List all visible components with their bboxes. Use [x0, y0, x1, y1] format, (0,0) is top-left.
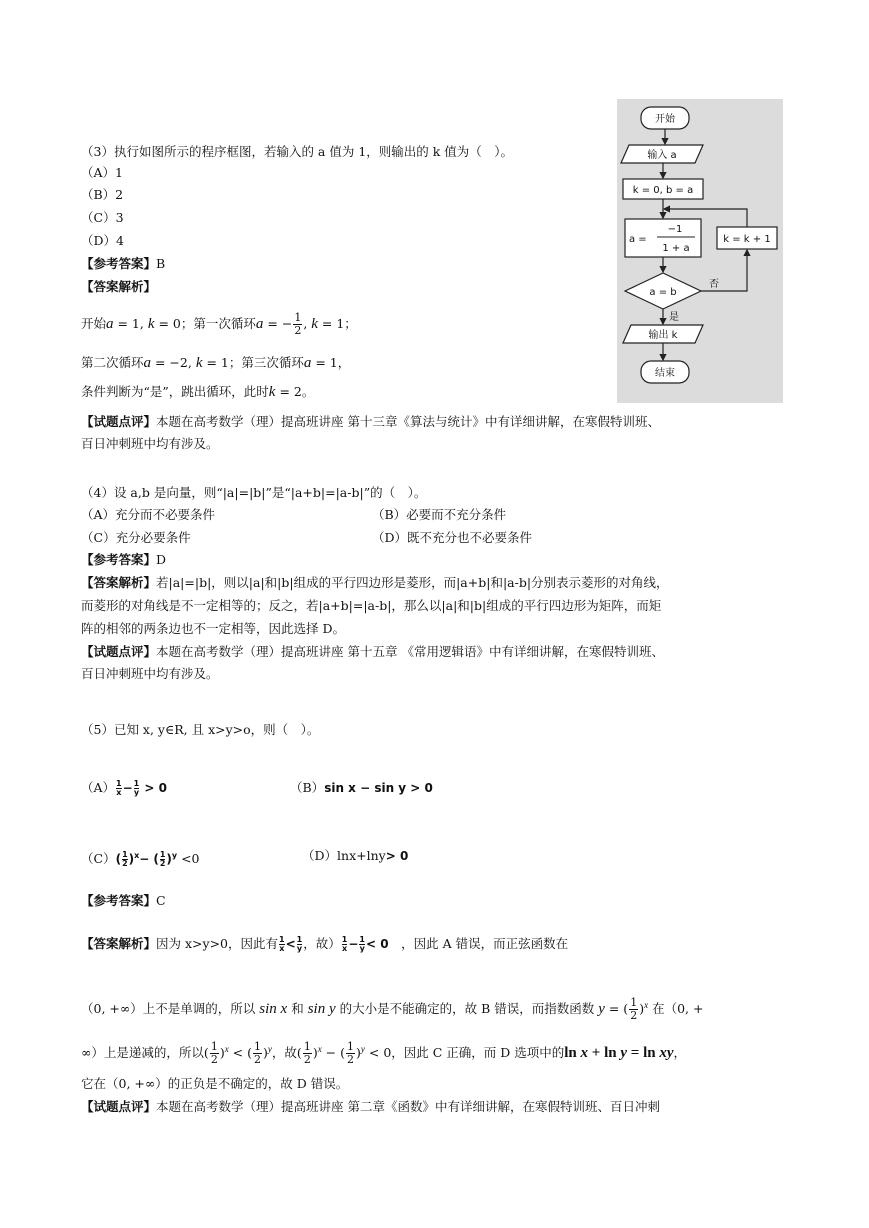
q3-option-c: （C）3	[81, 210, 124, 225]
q5-stem: （5）已知 x, y∈R, 且 x>y>o，则（ ）。	[81, 722, 320, 737]
answer-value: B	[156, 256, 166, 271]
q4-stem: （4）设 a,b 是向量，则“|a|=|b|”是“|a+b|=|a-b|”的（ ）。	[81, 485, 427, 500]
flow-assign-lhs: a =	[629, 234, 647, 245]
flow-assign-num: −1	[667, 224, 683, 235]
q3-analysis-line-3: 条件判断为“是”，跳出循环，此时k = 2。	[81, 384, 315, 400]
q5-option-d: （D）lnx+lny> 0	[302, 848, 409, 863]
comment-label: 【试题点评】	[81, 414, 157, 429]
q4-option-a: （A）充分而不必要条件	[81, 507, 216, 522]
answer-label: 【参考答案】	[81, 256, 157, 271]
q3-comment-line-2: 百日冲刺班中均有涉及。	[81, 436, 219, 451]
q4-analysis-line-1: 【答案解析】若|a|=|b|，则以|a|和|b|组成的平行四边形是菱形，而|a+b|和|a-b|分别表示菱形的对角线，	[81, 575, 669, 590]
q4-option-c: （C）充分必要条件	[81, 530, 191, 545]
flow-output-label: 输出 k	[648, 330, 678, 341]
flow-end-label: 结束	[655, 368, 675, 379]
flow-yes-label: 是	[669, 312, 679, 323]
q4-comment-line-2: 百日冲刺班中均有涉及。	[81, 666, 219, 681]
q5-analysis-line-4: 它在（0, +∞）的正负是不确定的，故 D 错误。	[81, 1076, 349, 1091]
flow-incr-label: k = k + 1	[723, 234, 771, 245]
q4-analysis-line-2: 而菱形的对角线是不一定相等的；反之，若|a+b|=|a-b|，那么以|a|和|b|组成的平行四边形为矩阵，而矩	[81, 598, 662, 613]
flow-input-label: 输入 a	[647, 150, 677, 161]
q4-answer-line: 【参考答案】D	[81, 552, 167, 567]
q4-option-d: （D）既不充分也不必要条件	[372, 530, 533, 545]
q5-analysis-line-3: ∞）上是递减的，所以( $\frac{1}{2}$ )$^x$ < ( $\frac{1}{2}$ )$^y$，故( $\frac{1}{2}$ )$^x$ − ( $\frac{1}{2}$ )$^y$ < 0，因此 C 正确，而 D 选项中的ln x + ln y = ln xy，	[81, 1040, 687, 1067]
q4-comment-line-1: 【试题点评】本题在高考数学（理）提高班讲座 第十五章 《常用逻辑语》中有详细讲解，在寒假特训班、	[81, 644, 664, 659]
q3-analysis-line-1: 开始a = 1, k = 0；第一次循环a = − $\frac{1}{2}$ , k = 1；	[81, 311, 357, 337]
flowchart	[617, 99, 783, 403]
q3-option-d: （D）4	[81, 233, 124, 248]
flow-init-label: k = 0, b = a	[632, 185, 694, 196]
q5-option-b: （B）sin x − sin y > 0	[290, 780, 433, 795]
q5-analysis-line-2: （0, +∞）上不是单调的，所以 sin x 和 sin y 的大小是不能确定的，故 B 错误，而指数函数 y = ( $\frac{1}{2}$ )$^x$ 在（0, +	[81, 996, 704, 1023]
q5-option-a: （A） $\frac{1}{x}$ − $\frac{1}{y}$ > 0	[81, 779, 168, 797]
q3-analysis-line-2: 第二次循环a = −2, k = 1；第三次循环a = 1，	[81, 355, 351, 371]
q3-option-a: （A）1	[81, 165, 123, 180]
q3-stem: （3）执行如图所示的程序框图，若输入的 a 值为 1，则输出的 k 值为（ ）。	[81, 144, 514, 159]
flow-start-label: 开始	[655, 114, 675, 125]
q3-comment-line-1: 【试题点评】本题在高考数学（理）提高班讲座 第十三章《算法与统计》中有详细讲解，在寒假特训班、	[81, 414, 660, 429]
q5-answer-line: 【参考答案】C	[81, 893, 166, 908]
analysis-label: 【答案解析】	[81, 279, 157, 294]
q4-analysis-line-3: 阵的相邻的两条边也不一定相等，因此选择 D。	[81, 621, 345, 636]
q3-answer-line	[81, 256, 165, 272]
q5-analysis-line-1: 【答案解析】因为 x>y>0，因此有 $\frac{1}{x}$ < $\frac{1}{y}$ ，故） $\frac{1}{x}$ − $\frac{1}{y}$ < 0 ，因此 A 错误，而正弦函数在	[81, 935, 569, 953]
q5-option-c: （C）( $\frac{1}{2}$ )$^x$− ( $\frac{1}{2}$ )$^y$ <0	[81, 850, 200, 868]
flow-cond-label: a = b	[649, 287, 677, 298]
flow-no-label: 否	[709, 279, 719, 290]
q4-option-b: （B）必要而不充分条件	[372, 507, 507, 522]
flow-assign-den: 1 + a	[662, 243, 690, 254]
q3-option-b: （B）2	[81, 187, 124, 202]
q5-comment-line-1: 【试题点评】本题在高考数学（理）提高班讲座 第二章《函数》中有详细讲解，在寒假特训班、百日冲刺	[81, 1099, 660, 1114]
